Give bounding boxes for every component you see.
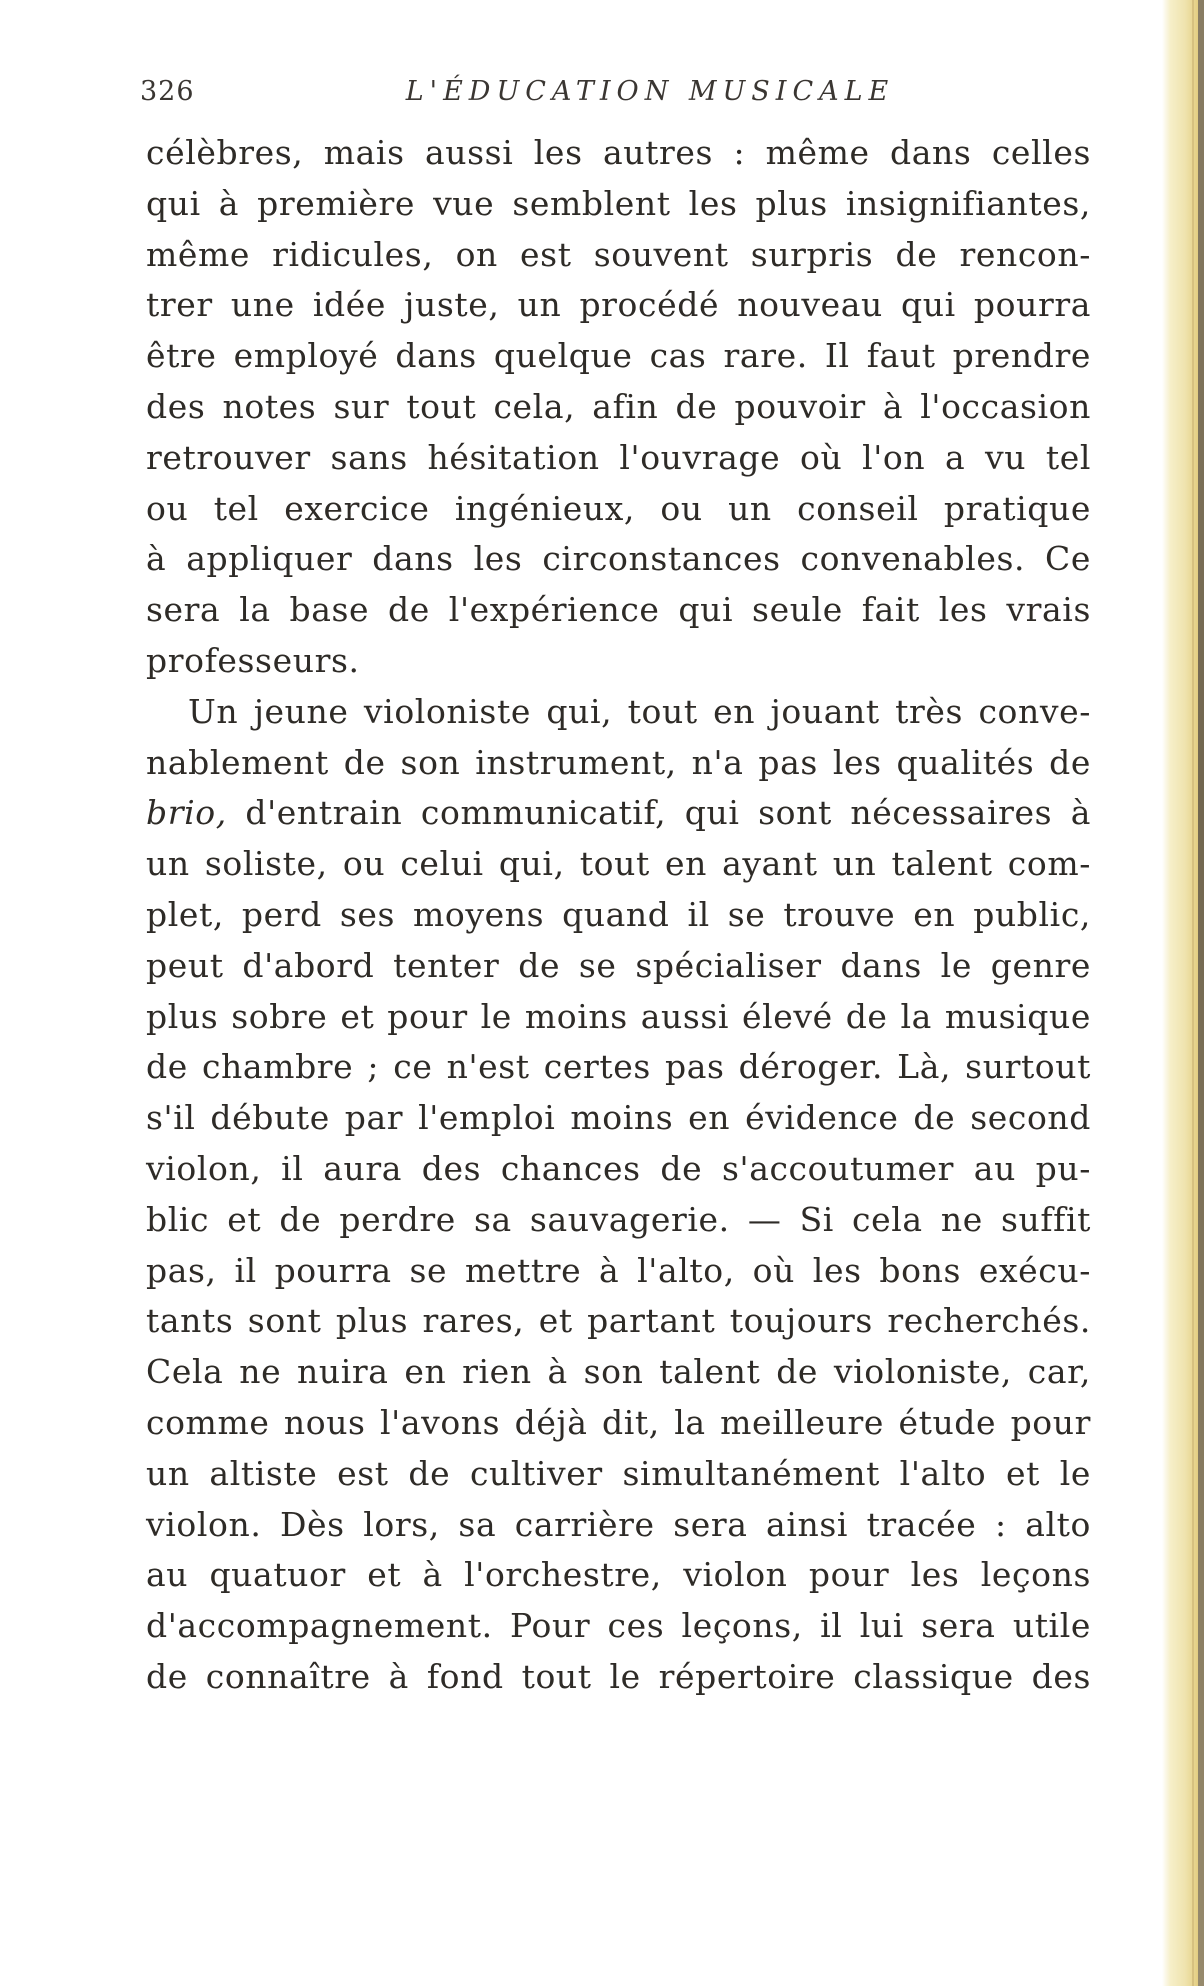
text-line: de connaître à fond tout le répertoire classique des (146, 1656, 1091, 1696)
text-line: blic et de perdre sa sauvagerie. — Si cela ne suffit (146, 1199, 1091, 1239)
page-number: 326 (140, 76, 195, 107)
text-line: être employé dans quelque cas rare. Il faut prendre (146, 336, 1091, 376)
paragraph-first-line: Un jeune violoniste qui, tout en jouant très conve- (188, 691, 1091, 731)
text-line: s'il débute par l'emploi moins en évidence de second (146, 1098, 1091, 1138)
text-line-with-italic (146, 788, 1091, 839)
text-line: plet, perd ses moyens quand il se trouve en public, (146, 894, 1091, 934)
text-line: tants sont plus rares, et partant toujours recherchés. (146, 1301, 1091, 1341)
text-line: d'accompagnement. Pour ces leçons, il lui sera utile (146, 1606, 1091, 1646)
text-line: même ridicules, on est souvent surpris de rencon- (146, 234, 1091, 274)
italic-word: brio, (146, 793, 227, 833)
body-text (146, 128, 1091, 1703)
text-line: de chambre ; ce n'est certes pas déroger. Là, surtout (146, 1047, 1091, 1087)
text-line: plus sobre et pour le moins aussi élevé de la musique (146, 996, 1091, 1036)
text-line: au quatuor et à l'orchestre, violon pour les leçons (146, 1555, 1091, 1595)
text-line: des notes sur tout cela, afin de pouvoir à l'occasion (146, 386, 1091, 426)
text-line: peut d'abord tenter de se spécialiser dans le genre (146, 945, 1091, 985)
text-line: pas, il pourra se mettre à l'alto, où les bons exécu- (146, 1250, 1091, 1290)
paragraph-end-line: professeurs. (146, 640, 360, 680)
text-line: comme nous l'avons déjà dit, la meilleure étude pour (146, 1402, 1091, 1442)
running-title: L'ÉDUCATION MUSICALE (405, 76, 895, 107)
page-edge (1162, 0, 1204, 1986)
line-remainder: d'entrain communicatif, qui sont nécessaires à (226, 793, 1091, 833)
text-line: un soliste, ou celui qui, tout en ayant un talent com- (146, 844, 1091, 884)
text-line: retrouver sans hésitation l'ouvrage où l'on a vu tel (146, 437, 1091, 477)
text-line: nablement de son instrument, n'a pas les qualités de (146, 742, 1091, 782)
text-line: célèbres, mais aussi les autres : même dans celles (146, 133, 1091, 172)
text-line: sera la base de l'expérience qui seule fait les vrais (146, 590, 1091, 630)
text-line: qui à première vue semblent les plus insignifiantes, (146, 183, 1091, 223)
text-line: violon. Dès lors, sa carrière sera ainsi tracée : alto (146, 1504, 1091, 1544)
text-line: ou tel exercice ingénieux, ou un conseil pratique (146, 488, 1091, 528)
text-line: Cela ne nuira en rien à son talent de violoniste, car, (146, 1352, 1091, 1392)
text-line: violon, il aura des chances de s'accoutumer au pu- (146, 1148, 1091, 1188)
text-line: à appliquer dans les circonstances convenables. Ce (146, 539, 1091, 579)
running-head (140, 76, 1095, 116)
text-line: un altiste est de cultiver simultanément l'alto et le (146, 1453, 1091, 1493)
text-line: trer une idée juste, un procédé nouveau qui pourra (146, 285, 1091, 325)
